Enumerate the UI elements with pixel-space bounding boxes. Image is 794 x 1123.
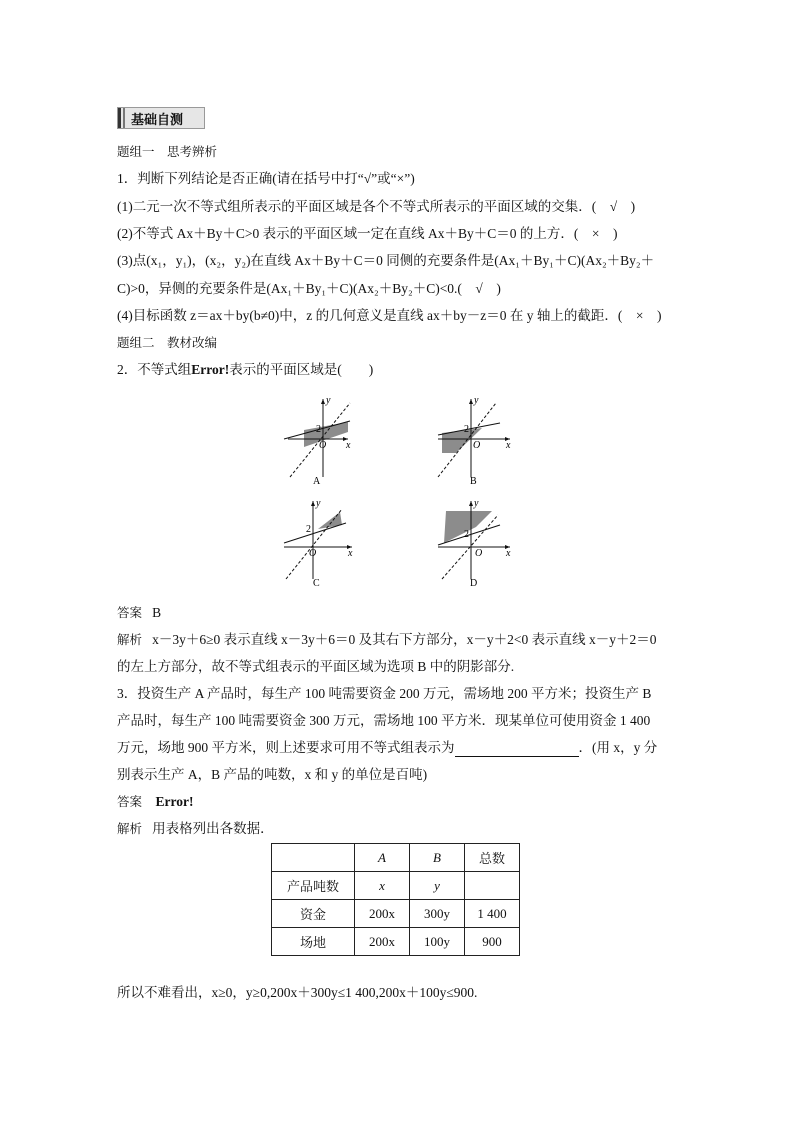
table-row: 资金 200x 300y 1 400	[272, 900, 520, 928]
svg-text:O: O	[309, 548, 317, 559]
table-header-row: A B 总数	[272, 844, 520, 872]
q3-line-1: 3．投资生产 A 产品时，每生产 100 吨需要资金 200 万元，需场地 200 平方米；投资生产 B	[117, 686, 652, 701]
svg-text:O: O	[319, 440, 327, 451]
q2-stem: 2．不等式组Error!表示的平面区域是( )	[117, 362, 374, 377]
table-row: 场地 200x 100y 900	[272, 928, 520, 956]
svg-text:x: x	[348, 548, 353, 559]
q1-item-3: (3)点(x₁，y₁)，(x₂，y₂)在直线 Ax＋By＋C＝0 同侧的充要条件是(Ax₁＋By₁＋C)(Ax₂＋By₂＋	[117, 253, 655, 268]
svg-text:O: O	[473, 440, 481, 451]
q1-item-1: (1)二元一次不等式组所表示的平面区域是各个不等式所表示的平面区域的交集．( √ )	[117, 199, 636, 214]
q2-analysis-cont: 的左上方部分，故不等式组表示的平面区域为选项 B 中的阴影部分.	[117, 659, 515, 674]
q3-line-3: 万元，场地 900 平方米，则上述要求可用不等式组表示为 ．(用 x，y 分	[117, 740, 658, 755]
svg-text:2: 2	[464, 529, 469, 540]
svg-text:y: y	[474, 498, 479, 509]
svg-text:x: x	[506, 440, 511, 451]
svg-text:x: x	[346, 440, 351, 451]
svg-text:2: 2	[306, 524, 311, 535]
graph-option-c	[280, 497, 360, 589]
svg-text:2: 2	[316, 424, 321, 435]
answer-blank	[455, 742, 579, 757]
group2-title: 题组二 教材改编	[117, 335, 218, 350]
q3-line-4: 别表示生产 A，B 产品的吨数，x 和 y 的单位是百吨)	[117, 767, 428, 782]
table-row: 产品吨数 x y	[272, 872, 520, 900]
section-title-box	[117, 107, 205, 129]
error-text: Error!	[191, 362, 230, 377]
svg-text:y: y	[326, 395, 331, 406]
q1-item-3-cont: C)>0，异侧的充要条件是(Ax₁＋By₁＋C)(Ax₂＋By₂＋C)<0.( √ )	[117, 281, 501, 296]
graph-option-d	[434, 497, 514, 589]
option-d-label: D	[470, 578, 478, 589]
svg-text:y: y	[474, 395, 479, 406]
q2-analysis: 解析 x－3y＋6≥0 表示直线 x－3y＋6＝0 及其右下方部分，x－y＋2<0 表示直线 x－y＋2＝0	[117, 632, 657, 647]
option-c-label: C	[313, 578, 320, 589]
section-title: 基础自测	[131, 112, 184, 128]
option-a-label: A	[313, 476, 321, 487]
svg-text:y: y	[316, 498, 321, 509]
svg-text:O: O	[475, 548, 483, 559]
svg-text:2: 2	[464, 424, 469, 435]
q3-answer: 答案 Error!	[117, 794, 194, 809]
q1-item-2: (2)不等式 Ax＋By＋C>0 表示的平面区域一定在直线 Ax＋By＋C＝0 的上方．( × )	[117, 226, 618, 241]
option-b-label: B	[470, 476, 477, 487]
graph-option-a	[280, 395, 360, 487]
svg-text:x: x	[506, 548, 511, 559]
q3-analysis: 解析 用表格列出各数据．	[117, 821, 274, 836]
graph-option-b	[434, 395, 514, 487]
q1-item-4: (4)目标函数 z＝ax＋by(b≠0)中，z 的几何意义是直线 ax＋by－z＝0 在 y 轴上的截距．( × )	[117, 308, 662, 323]
group1-title: 题组一 思考辨析	[117, 144, 218, 159]
q2-answer: 答案 B	[117, 605, 162, 620]
data-table	[271, 843, 520, 956]
q3-line-2: 产品时，每生产 100 吨需要资金 300 万元，需场地 100 平方米．现某单位可使用资金 1 400	[117, 713, 651, 728]
q1-stem: 1．判断下列结论是否正确(请在括号中打“√”或“×”)	[117, 171, 415, 186]
q3-conclusion: 所以不难看出，x≥0，y≥0,200x＋300y≤1 400,200x＋100y≤900.	[117, 985, 478, 1000]
